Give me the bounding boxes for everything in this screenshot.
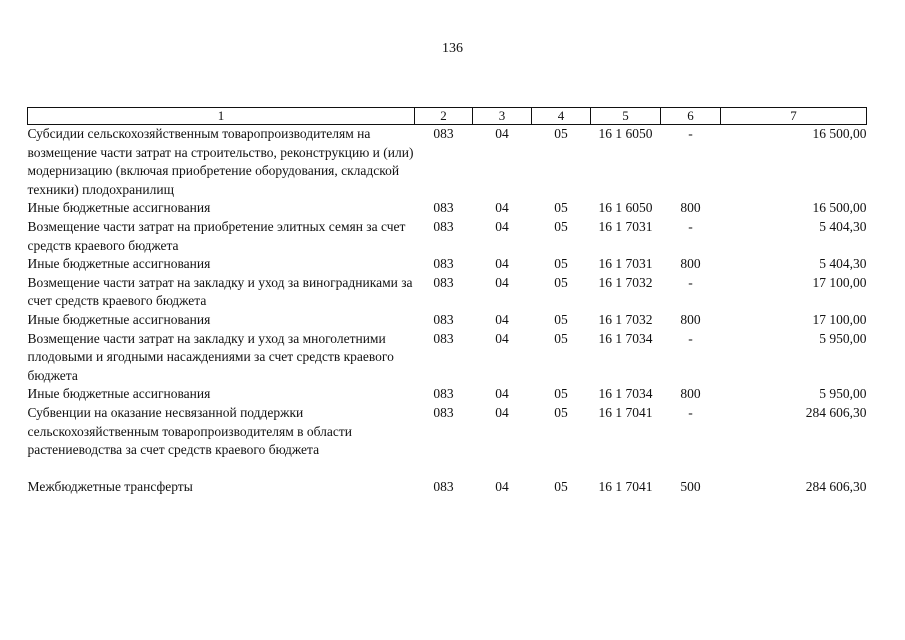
amount: 5 404,30	[819, 218, 867, 234]
table-row	[28, 199, 867, 218]
ministry-code: 083	[433, 274, 454, 290]
table-row	[28, 125, 867, 200]
subsection-code: 05	[554, 386, 568, 402]
target-item-code: 16 1 7041	[598, 404, 653, 420]
section-code: 04	[495, 330, 509, 346]
ministry-code: 083	[433, 404, 454, 420]
expense-type-code: 500	[680, 478, 701, 494]
subsection-code: 05	[554, 311, 568, 327]
subsection-code: 05	[554, 218, 568, 234]
expense-type-code: -	[688, 126, 693, 141]
subsection-code: 05	[554, 330, 568, 346]
row-name: Возмещение части затрат на закладку и уход за виноградниками за счет средств краевого бюджета	[27, 274, 413, 309]
target-item-code: 16 1 7034	[598, 386, 653, 402]
column-header: 6	[661, 108, 721, 125]
target-item-code: 16 1 7031	[598, 256, 653, 272]
row-name: Иные бюджетные ассигнования	[27, 311, 211, 327]
expense-type-code: 800	[680, 256, 701, 272]
subsection-code: 05	[554, 126, 568, 141]
ministry-code: 083	[433, 386, 454, 402]
column-header: 1	[28, 108, 415, 125]
row-name: Субсидии сельскохозяйственным товаропроизводителям на возмещение части затрат на строительство, реконструкцию и (или) модернизацию (включая приобретение оборудования, складской техники) плодохранилищ	[27, 126, 414, 197]
target-item-code: 16 1 7034	[598, 330, 653, 346]
target-item-code: 16 1 7041	[598, 478, 653, 494]
target-item-code: 16 1 7032	[598, 274, 653, 290]
section-code: 04	[495, 274, 509, 290]
expense-type-code: 800	[680, 311, 701, 327]
column-header: 3	[473, 108, 532, 125]
column-header: 4	[532, 108, 591, 125]
section-code: 04	[495, 311, 509, 327]
table-row	[28, 311, 867, 330]
column-header-row	[28, 108, 867, 125]
column-header: 7	[721, 108, 867, 125]
page-number: 136	[442, 41, 463, 56]
target-item-code: 16 1 7031	[598, 218, 653, 234]
amount: 16 500,00	[812, 200, 867, 216]
target-item-code: 16 1 7032	[598, 311, 653, 327]
ministry-code: 083	[433, 330, 454, 346]
section-code: 04	[495, 478, 509, 494]
row-name: Иные бюджетные ассигнования	[27, 200, 211, 216]
row-name: Возмещение части затрат на закладку и уход за многолетними плодовыми и ягодными насаждениями за счет средств краевого бюджета	[27, 330, 394, 383]
amount: 17 100,00	[812, 311, 867, 327]
section-code: 04	[495, 126, 509, 141]
table-row	[28, 330, 867, 386]
amount: 5 950,00	[819, 386, 867, 402]
amount: 284 606,30	[805, 404, 867, 420]
section-code: 04	[495, 386, 509, 402]
amount: 5 950,00	[819, 330, 867, 346]
table-row	[28, 274, 867, 311]
subsection-code: 05	[554, 404, 568, 420]
table-row	[28, 404, 867, 460]
row-name: Иные бюджетные ассигнования	[27, 386, 211, 402]
ministry-code: 083	[433, 126, 454, 141]
subsection-code: 05	[554, 478, 568, 494]
subsection-code: 05	[554, 256, 568, 272]
row-name: Межбюджетные трансферты	[27, 478, 193, 494]
expense-type-code: -	[688, 274, 693, 290]
expense-type-code: -	[688, 330, 693, 346]
section-code: 04	[495, 200, 509, 216]
subsection-code: 05	[554, 200, 568, 216]
table-row	[28, 460, 867, 497]
ministry-code: 083	[433, 478, 454, 494]
subsection-code: 05	[554, 274, 568, 290]
ministry-code: 083	[433, 200, 454, 216]
expense-type-code: 800	[680, 200, 701, 216]
amount: 5 404,30	[819, 256, 867, 272]
column-header: 2	[415, 108, 473, 125]
column-header: 5	[591, 108, 661, 125]
amount: 17 100,00	[812, 274, 867, 290]
table-row	[28, 255, 867, 274]
ministry-code: 083	[433, 256, 454, 272]
amount: 284 606,30	[805, 478, 867, 494]
expense-type-code: -	[688, 218, 693, 234]
row-name: Возмещение части затрат на приобретение элитных семян за счет средств краевого бюджета	[27, 218, 406, 253]
expense-type-code: -	[688, 404, 693, 420]
ministry-code: 083	[433, 311, 454, 327]
row-name: Иные бюджетные ассигнования	[27, 256, 211, 272]
amount: 16 500,00	[812, 126, 867, 141]
section-code: 04	[495, 256, 509, 272]
table-row	[28, 385, 867, 404]
target-item-code: 16 1 6050	[598, 200, 653, 216]
section-code: 04	[495, 218, 509, 234]
budget-table	[27, 107, 867, 496]
section-code: 04	[495, 404, 509, 420]
table-row	[28, 218, 867, 255]
row-name: Субвенции на оказание несвязанной поддержки сельскохозяйственным товаропроизводителям в области растениеводства за счет средств краевого бюджета	[27, 404, 353, 458]
expense-type-code: 800	[680, 386, 701, 402]
target-item-code: 16 1 6050	[598, 126, 653, 141]
ministry-code: 083	[433, 218, 454, 234]
